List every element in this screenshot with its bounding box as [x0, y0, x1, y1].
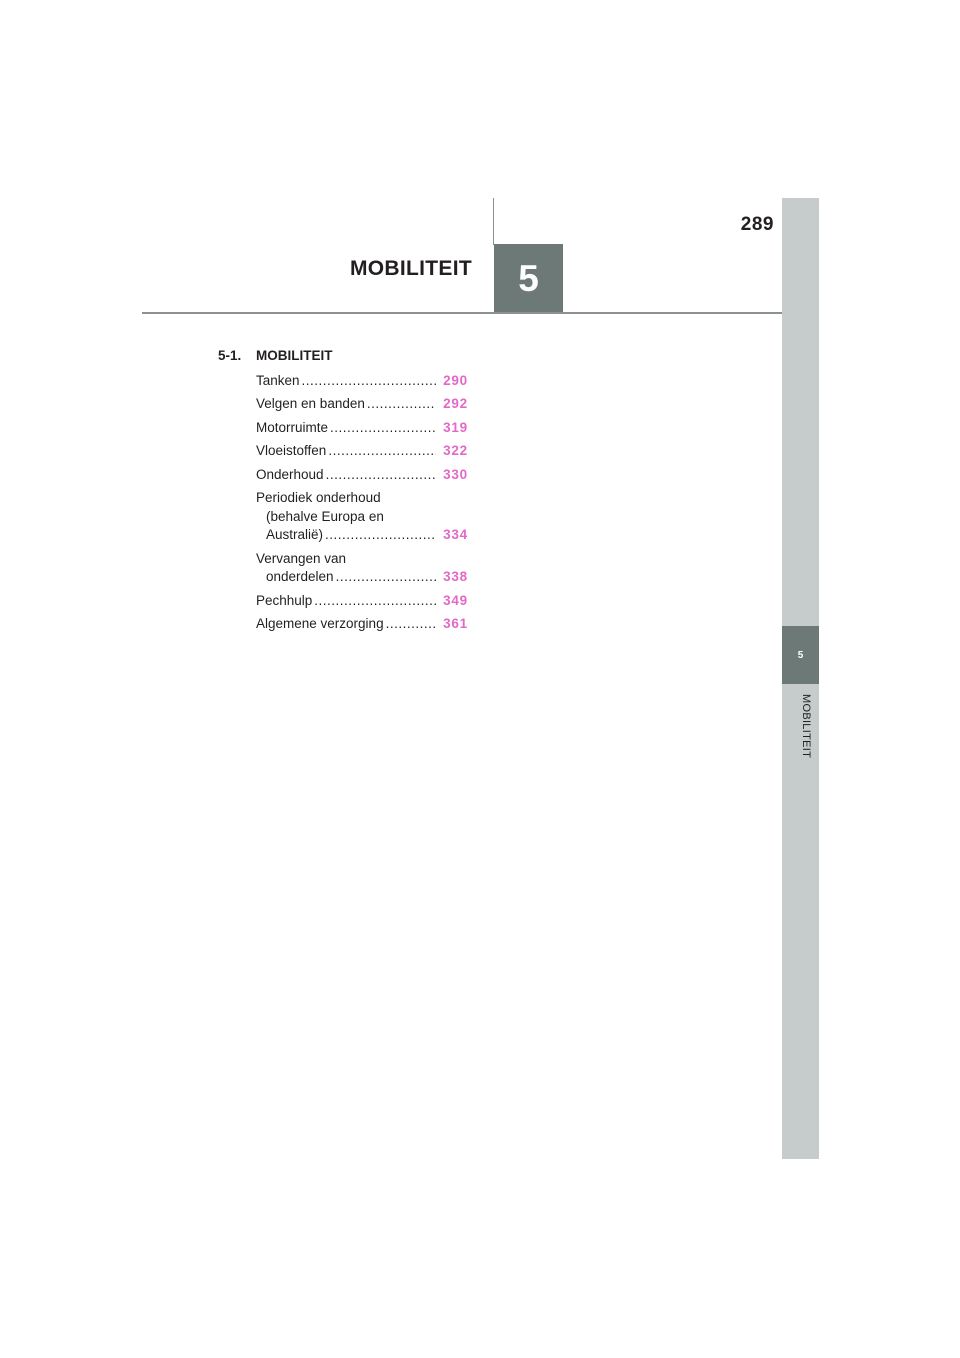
toc-entry-vervangen[interactable]	[256, 550, 468, 587]
page-number: 289	[740, 214, 774, 235]
dot-leader	[314, 592, 436, 611]
side-tab-number: 5	[797, 649, 804, 661]
toc-entry-algemene-verzorging[interactable]	[256, 615, 468, 634]
dot-leader	[302, 372, 436, 391]
toc-page-link[interactable]: 290	[443, 372, 468, 388]
toc-entry-pechhulp[interactable]	[256, 592, 468, 611]
header-divider-vertical	[493, 198, 494, 245]
chapter-number: 5	[518, 258, 539, 299]
toc-entry-label: Velgen en banden	[256, 396, 365, 411]
toc-entry-label: Periodiek onderhoud	[256, 490, 381, 505]
toc-page-link[interactable]: 361	[443, 616, 468, 631]
toc-section-title: MOBILITEIT	[256, 348, 333, 363]
toc-page-link[interactable]: 292	[443, 396, 468, 411]
toc-entry-label: Onderhoud	[256, 466, 324, 482]
toc-entry-velgen[interactable]	[256, 395, 468, 414]
toc-entry-label: Algemene verzorging	[256, 616, 384, 631]
dot-leader	[336, 568, 436, 587]
toc-entry-label: Vervangen van	[256, 550, 347, 566]
toc-entry-motorruimte[interactable]	[256, 419, 468, 438]
toc-section-heading	[218, 347, 468, 366]
toc-entry-onderhoud[interactable]	[256, 466, 468, 485]
toc-page-link[interactable]: 338	[443, 569, 468, 584]
table-of-contents	[218, 347, 468, 639]
toc-entry-label: Motorruimte	[256, 419, 329, 435]
toc-entry-tanken[interactable]	[256, 372, 468, 391]
toc-entry-label-continued: (behalve Europa en	[266, 508, 384, 524]
toc-page-link[interactable]: 330	[443, 466, 468, 482]
dot-leader	[386, 615, 436, 634]
toc-entry-label-continued: Australië)	[266, 527, 324, 542]
dot-leader	[325, 526, 436, 545]
dot-leader	[326, 466, 436, 485]
chapter-title: MOBILITEIT	[350, 257, 472, 280]
toc-page-link[interactable]: 322	[443, 443, 468, 458]
toc-entry-periodiek-onderhoud[interactable]	[256, 489, 468, 545]
header-rule	[142, 312, 782, 314]
toc-entry-vloeistoffen[interactable]	[256, 442, 468, 461]
dot-leader	[330, 419, 436, 438]
toc-page-link[interactable]: 319	[443, 419, 468, 435]
toc-section-number: 5-1.	[218, 348, 242, 363]
toc-entry-label: Pechhulp	[256, 592, 313, 608]
dot-leader	[367, 395, 436, 414]
side-tab-number-box	[782, 626, 819, 684]
side-tab[interactable]	[782, 198, 819, 1159]
side-tab-label: MOBILITEIT	[800, 694, 812, 759]
dot-leader	[328, 442, 436, 461]
toc-page-link[interactable]: 334	[443, 527, 468, 542]
toc-page-link[interactable]: 349	[443, 592, 468, 608]
chapter-number-box	[494, 244, 563, 314]
toc-entry-label-continued: onderdelen	[266, 569, 334, 584]
toc-entry-label: Tanken	[256, 372, 300, 388]
toc-entry-label: Vloeistoffen	[256, 443, 327, 458]
